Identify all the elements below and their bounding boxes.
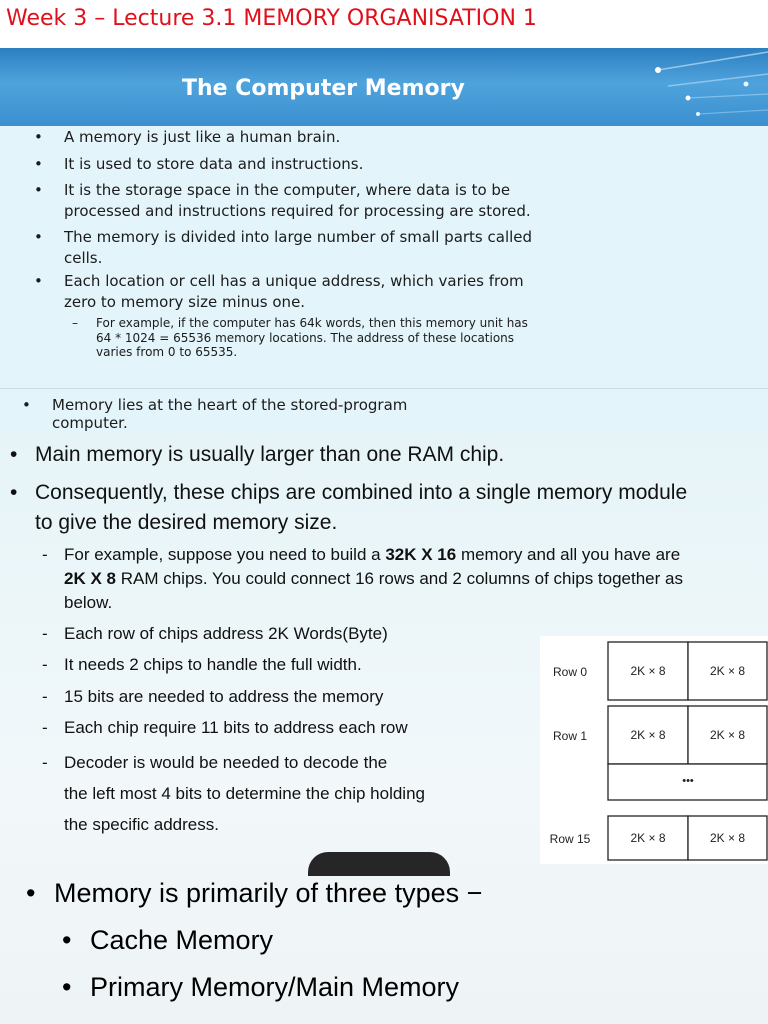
body-sub-item-line <box>64 778 425 809</box>
bullet-dot: • <box>34 155 43 173</box>
text-run: computer. <box>52 414 128 432</box>
text-run: Cache Memory <box>90 925 274 955</box>
body-bullet <box>10 440 504 470</box>
text-run: to give the desired memory size. <box>35 511 338 534</box>
text-run: 15 bits are needed to address the memory <box>64 687 384 706</box>
body-bullet-line <box>35 440 504 470</box>
text-run: For example, suppose you need to build a <box>64 545 386 564</box>
body-bullet <box>10 478 687 538</box>
dark-tab <box>308 852 450 876</box>
slide-bullet <box>34 154 363 175</box>
slide-bullet <box>34 271 524 313</box>
types-item-line <box>90 917 273 963</box>
bullet-dot: • <box>34 228 43 246</box>
chip-array-table <box>540 636 768 864</box>
body-sub-item <box>42 653 362 677</box>
row-label: Row 1 <box>552 729 588 743</box>
text-run: It needs 2 chips to handle the full width. <box>64 655 362 674</box>
text-run: Each chip require 11 bits to address each row <box>64 718 408 737</box>
slide-bullet <box>34 227 532 269</box>
slide-sub-bullet <box>72 316 528 360</box>
text-run: 2K X 8 <box>64 569 116 588</box>
slide-bullet-line <box>64 227 532 248</box>
body-sub-item-line <box>64 685 383 709</box>
bullet-dash: - <box>42 545 48 564</box>
bullet-dot: • <box>34 128 43 146</box>
title-bar <box>0 0 768 48</box>
body-sub-item-line <box>64 622 388 646</box>
bullet-dot: • <box>62 925 72 955</box>
body-sub-item <box>42 716 408 740</box>
row-label: Row 0 <box>552 665 588 679</box>
slide-bullet-line <box>64 201 531 222</box>
body-sub-item-line <box>64 747 425 778</box>
body-bullet-line <box>35 508 687 538</box>
bullet-dot: • <box>34 272 43 290</box>
text-run: cells. <box>64 249 103 267</box>
bullet-dash: – <box>72 316 78 330</box>
text-run: Decoder is would be needed to decode the <box>64 753 388 772</box>
bullet-dash: - <box>42 624 48 643</box>
slide-sub-bullet-line <box>96 331 528 346</box>
bullet-dot: • <box>10 481 18 504</box>
chip-cell-label: 2K × 8 <box>709 664 746 678</box>
body-sub-item-line <box>64 543 683 567</box>
text-run: A memory is just like a human brain. <box>64 128 341 146</box>
body-sub-item <box>42 685 383 709</box>
text-run: Each location or cell has a unique address, which varies from <box>64 272 524 290</box>
text-run: Memory is primarily of three types − <box>54 878 483 908</box>
slide-sub-bullet-line <box>96 345 528 360</box>
body-sub-item <box>42 747 425 840</box>
text-run: the left most 4 bits to determine the chip holding <box>64 784 425 803</box>
body-sub-item-line <box>64 716 408 740</box>
circuit-decoration <box>628 48 768 126</box>
mid-bullet-line <box>52 414 407 432</box>
body-sub-item-line <box>64 591 683 615</box>
bullet-dot: • <box>10 443 18 466</box>
chip-ellipsis: ••• <box>682 775 694 787</box>
chip-cell-label: 2K × 8 <box>709 728 746 742</box>
slide-header <box>0 48 768 126</box>
types-item <box>62 917 273 963</box>
bullet-dash: - <box>42 718 48 737</box>
slide-sub-bullet-line <box>96 316 528 331</box>
body-bullet-line <box>35 478 687 508</box>
slide-bullet-line <box>64 248 532 269</box>
text-run: 64 * 1024 = 65536 memory locations. The address of these locations <box>96 330 515 345</box>
bullet-dot: • <box>26 878 36 908</box>
types-item-line <box>90 964 459 1010</box>
bullet-dash: - <box>42 687 48 706</box>
text-run: For example, if the computer has 64k words, then this memory unit has <box>96 316 528 330</box>
text-run: 32K X 16 <box>385 545 457 564</box>
text-run: memory and all you have are <box>456 545 681 564</box>
slide-bullet-line <box>64 154 363 175</box>
text-run: the specific address. <box>64 815 219 834</box>
slide-bullet-line <box>64 180 531 201</box>
text-run: It is the storage space in the computer, where data is to be <box>64 181 511 199</box>
bullet-dash: - <box>42 655 48 674</box>
text-run: zero to memory size minus one. <box>64 293 306 311</box>
body-sub-item <box>42 543 683 615</box>
text-run: Each row of chips address 2K Words(Byte) <box>64 624 388 643</box>
bullet-dot: • <box>22 396 31 414</box>
slide-title: The Computer Memory <box>182 76 465 101</box>
text-run: Memory lies at the heart of the stored-program <box>52 396 408 414</box>
mid-bullet <box>22 396 407 432</box>
bullet-dot: • <box>34 181 43 199</box>
types-heading <box>26 870 482 916</box>
types-item <box>62 964 459 1010</box>
text-run: RAM chips. You could connect 16 rows and 2 columns of chips together as <box>115 569 683 588</box>
text-run: It is used to store data and instructions. <box>64 155 364 173</box>
slide-bullet-line <box>64 271 524 292</box>
bullet-dot: • <box>62 972 72 1002</box>
types-heading-line <box>54 870 482 916</box>
chip-cell-label: 2K × 8 <box>630 728 666 742</box>
chip-array-figure <box>540 636 768 864</box>
bullet-dash: - <box>42 753 48 772</box>
chip-cell-label: 2K × 8 <box>709 831 746 845</box>
body-sub-item <box>42 622 388 646</box>
text-run: processed and instructions required for processing are stored. <box>64 202 531 220</box>
slide-bullet-line <box>64 127 340 148</box>
page-title: Week 3 – Lecture 3.1 MEMORY ORGANISATION 1 <box>6 6 537 31</box>
slide-bullet <box>34 180 531 222</box>
text-run: Consequently, these chips are combined into a single memory module <box>35 481 688 504</box>
mid-bullet-line <box>52 396 407 414</box>
text-run: The memory is divided into large number of small parts called <box>64 228 533 246</box>
row-label: Row 15 <box>549 832 591 846</box>
body-sub-item-line <box>64 567 683 591</box>
text-run: below. <box>64 593 113 612</box>
slide-bullet-line <box>64 292 524 313</box>
text-run: Main memory is usually larger than one RAM chip. <box>35 443 505 466</box>
chip-cell-label: 2K × 8 <box>630 831 666 845</box>
text-run: Primary Memory/Main Memory <box>90 972 460 1002</box>
text-run: varies from 0 to 65535. <box>96 345 238 359</box>
slide-bullet <box>34 127 340 148</box>
body-sub-item-line <box>64 809 425 840</box>
body-sub-item-line <box>64 653 362 677</box>
chip-cell-label: 2K × 8 <box>630 664 666 678</box>
